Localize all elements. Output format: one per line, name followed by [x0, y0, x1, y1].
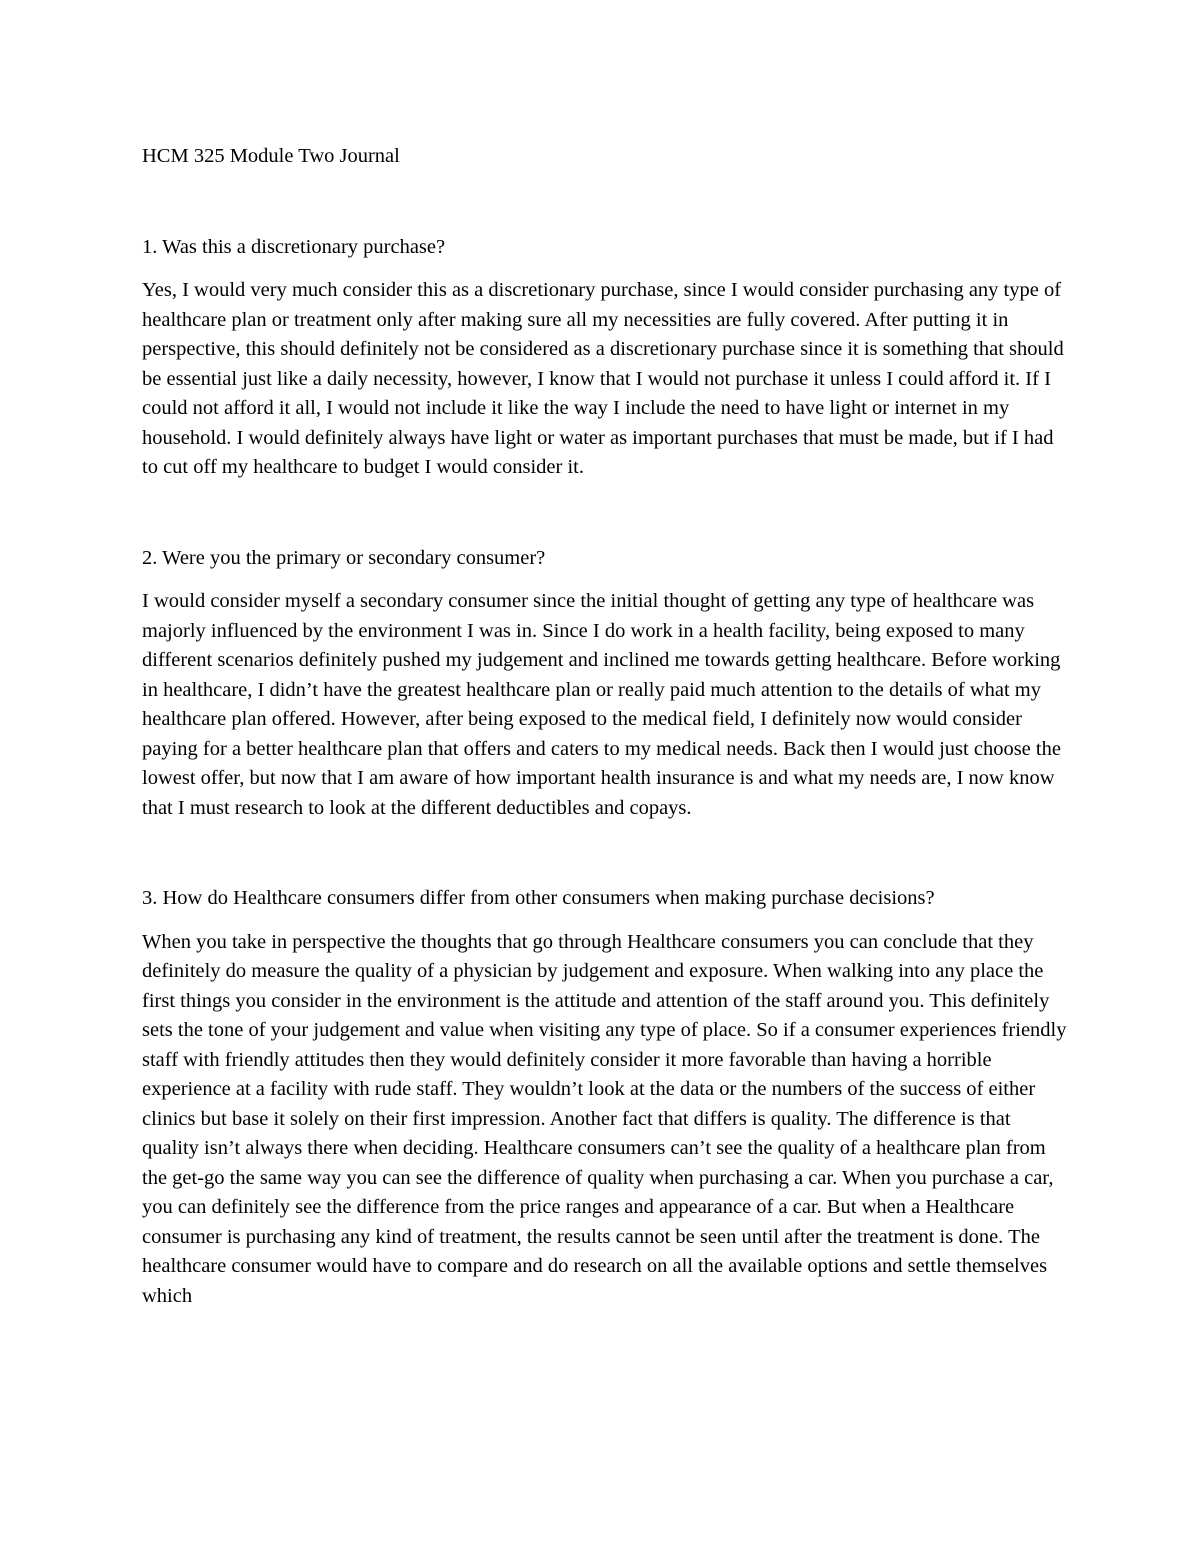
document-title: HCM 325 Module Two Journal [142, 145, 400, 167]
question-3: 3. How do Healthcare consumers differ from other consumers when making purchase decisions? [142, 887, 935, 909]
question-1: 1. Was this a discretionary purchase? [142, 235, 446, 258]
answer-2: I would consider myself a secondary consumer since the initial thought of getting any type of healthcare was majorly influenced by the environment I was in. Since I do work in a health facility, being exposed to many different scenarios definitely pushed my judgement and inclined me towards getting healthcare. Before working in healthcare, I didn’t have the greatest healthcare plan or really paid much attention to the details of what my healthcare plan offered. However, after being exposed to the medical field, I definitely now would consider paying for a better healthcare plan that offers and caters to my medical needs. Back then I would just choose the lowest offer, but now that I am aware of how important health insurance is and what my needs are, I now know that I must research to look at the different deductibles and copays. [142, 590, 1061, 819]
question-2: 2. Were you the primary or secondary consumer? [142, 546, 546, 569]
answer-3: When you take in perspective the thoughts that go through Healthcare consumers you can conclude that they definitely do measure the quality of a physician by judgement and exposure. When walking into any place the first things you consider in the environment is the attitude and attention of the staff around you. This definitely sets the tone of your judgement and value when visiting any type of place. So if a consumer experiences friendly staff with friendly attitudes then they would definitely consider it more favorable than having a horrible experience at a facility with rude staff. They wouldn’t look at the data or the numbers of the success of either clinics but base it solely on their first impression. Another fact that differs is quality. The difference is that quality isn’t always there when deciding. Healthcare consumers can’t see the quality of a healthcare plan from the get-go the same way you can see the difference of quality when purchasing a car. When you purchase a car, you can definitely see the difference from the price ranges and appearance of a car. But when a Healthcare consumer is purchasing any kind of treatment, the results cannot be seen until after the treatment is done. The healthcare consumer would have to compare and do research on all the available options and settle themselves which [142, 930, 1067, 1307]
answer-1: Yes, I would very much consider this as a discretionary purchase, since I would consider purchasing any type of healthcare plan or treatment only after making sure all my necessities are fully covered. After putting it in perspective, this should definitely not be considered as a discretionary purchase since it is something that should be essential just like a daily necessity, however, I know that I would not purchase it unless I could afford it. If I could not afford it all, I would not include it like the way I include the need to have light or internet in my household. I would definitely always have light or water as important purchases that must be made, but if I had to cut off my healthcare to budget I would consider it. [142, 279, 1064, 478]
document-body [142, 142, 1067, 1311]
